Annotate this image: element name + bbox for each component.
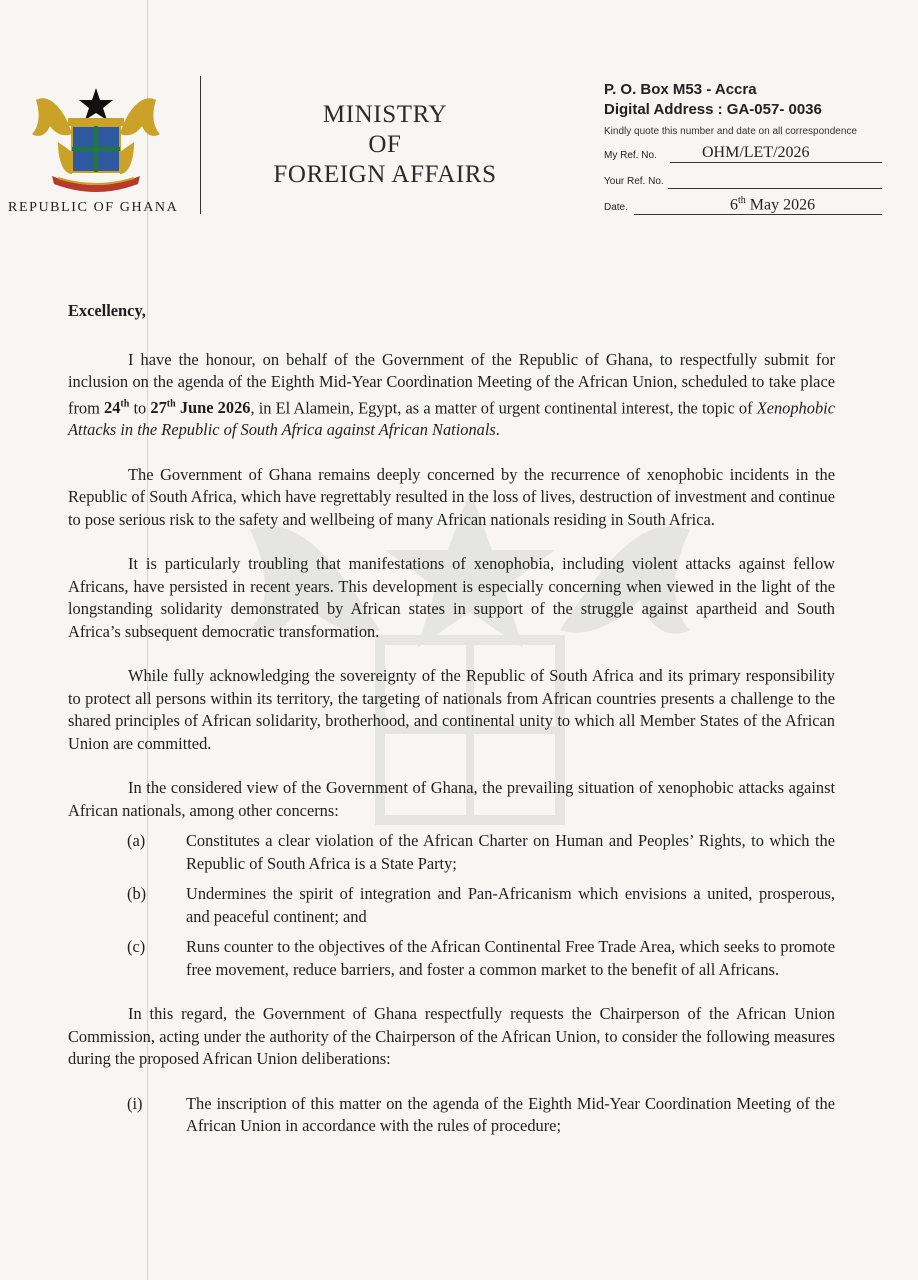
date-underline	[634, 214, 882, 215]
letter-body	[68, 300, 835, 1146]
paragraph-2: The Government of Ghana remains deeply concerned by the recurrence of xenophobic incidents in the Republic of South Africa, which have regrettably resulted in the loss of lives, destruction of investment and continue to pose serious risk to the safety and wellbeing of many African nationals residing in South Africa.	[68, 464, 835, 529]
list-item	[68, 936, 835, 981]
agenda-topic: Xenophobic Attacks in the Republic of South Africa against African Nationals	[68, 397, 835, 440]
ministry-title-line-2: OF	[368, 131, 402, 158]
paragraph-1-text-b: , in El Alamein, Egypt, as a matter of urgent continental interest, the topic of	[250, 397, 757, 417]
date-day: 6	[730, 196, 738, 213]
paragraph-5: In the considered view of the Government of Ghana, the prevailing situation of xenophobic attacks against African nationals, among other concerns:	[68, 778, 835, 820]
list-item	[68, 830, 835, 875]
list-item	[68, 883, 835, 928]
list-marker: (c)	[127, 937, 146, 957]
my-ref-label: My Ref. No.	[604, 150, 657, 161]
list-item-text: Constitutes a clear violation of the African Charter on Human and Peoples’ Rights, to which the Republic of South Africa is a State Party;	[186, 831, 835, 873]
ministry-title	[250, 100, 520, 190]
my-ref-value: OHM/LET/2026	[702, 144, 810, 161]
your-ref-row	[604, 167, 894, 189]
measures-list	[68, 1093, 835, 1138]
ministry-title-line-1: MINISTRY	[322, 101, 448, 128]
list-item-text: Runs counter to the objectives of the African Continental Free Trade Area, which seeks to promote free movement, reduce barriers, and foster a common market to the benefit of all Africans.	[186, 937, 835, 979]
ghana-coat-of-arms-logo	[28, 82, 164, 194]
date-month-year: May 2026	[745, 196, 816, 213]
quote-note: Kindly quote this number and date on all correspondence	[604, 126, 857, 137]
end-day-suffix: th	[166, 398, 176, 410]
dates-to: to	[129, 397, 151, 417]
paragraph-1-end: .	[495, 420, 500, 440]
my-ref-row	[604, 141, 894, 163]
your-ref-label: Your Ref. No.	[604, 176, 664, 187]
your-ref-underline	[668, 188, 882, 189]
paragraph-3: It is particularly troubling that manifestations of xenophobia, including violent attacks against fellow Africans, have persisted in recent years. This development is especially concerning when viewed in the light of the longstanding solidarity demonstrated by African states in support of the struggle against apartheid and South Africa’s subsequent democratic transformation.	[68, 554, 835, 641]
meeting-end-date	[150, 398, 250, 417]
address-block	[604, 80, 894, 215]
list-item	[68, 1093, 835, 1138]
meeting-dates	[104, 398, 129, 417]
paragraph-1	[68, 349, 835, 442]
republic-of-ghana-label: REPUBLIC OF GHANA	[8, 200, 179, 215]
date-day-suffix: th	[738, 194, 746, 206]
my-ref-underline	[670, 162, 882, 163]
paragraph-1-text-a: I have the honour, on behalf of the Government of the Republic of Ghana, to respectfully submit for inclusion on the agenda of the Eighth Mid-Year Coordination Meeting of the African Union, scheduled to take place from	[68, 349, 835, 417]
concerns-list	[68, 830, 835, 981]
ministry-title-line-3: FOREIGN AFFAIRS	[273, 161, 497, 188]
start-day: 24	[104, 397, 121, 417]
list-item-text: The inscription of this matter on the agenda of the Eighth Mid-Year Coordination Meeting of the African Union in accordance with the rules of procedure;	[186, 1093, 835, 1136]
end-day: 27	[150, 397, 167, 417]
end-month-year: June 2026	[175, 397, 251, 417]
start-day-suffix: th	[120, 398, 130, 410]
paragraph-4: While fully acknowledging the sovereignty of the Republic of South Africa and its primary responsibility to protect all persons within its territory, the targeting of nationals from African countries presents a challenge to the shared principles of African solidarity, brotherhood, and continental unity to which all Member States of the African Union are committed.	[68, 666, 835, 753]
date-row	[604, 193, 894, 215]
header-divider	[200, 76, 201, 214]
list-marker: (a)	[127, 831, 146, 851]
date-label: Date.	[604, 202, 628, 213]
salutation: Excellency,	[68, 301, 146, 320]
paragraph-6: In this regard, the Government of Ghana respectfully requests the Chairperson of the African Union Commission, acting under the authority of the Chairperson of the African Union, to consider the following measures during the proposed African Union deliberations:	[68, 1004, 835, 1069]
list-marker: (b)	[127, 884, 147, 904]
po-box: P. O. Box M53 - Accra	[604, 81, 757, 98]
list-marker: (i)	[127, 1093, 143, 1113]
digital-address: Digital Address : GA-057- 0036	[604, 101, 822, 118]
date-value	[730, 195, 815, 214]
list-item-text: Undermines the spirit of integration and Pan-Africanism which envisions a united, prosperous, and peaceful continent; and	[186, 884, 835, 926]
